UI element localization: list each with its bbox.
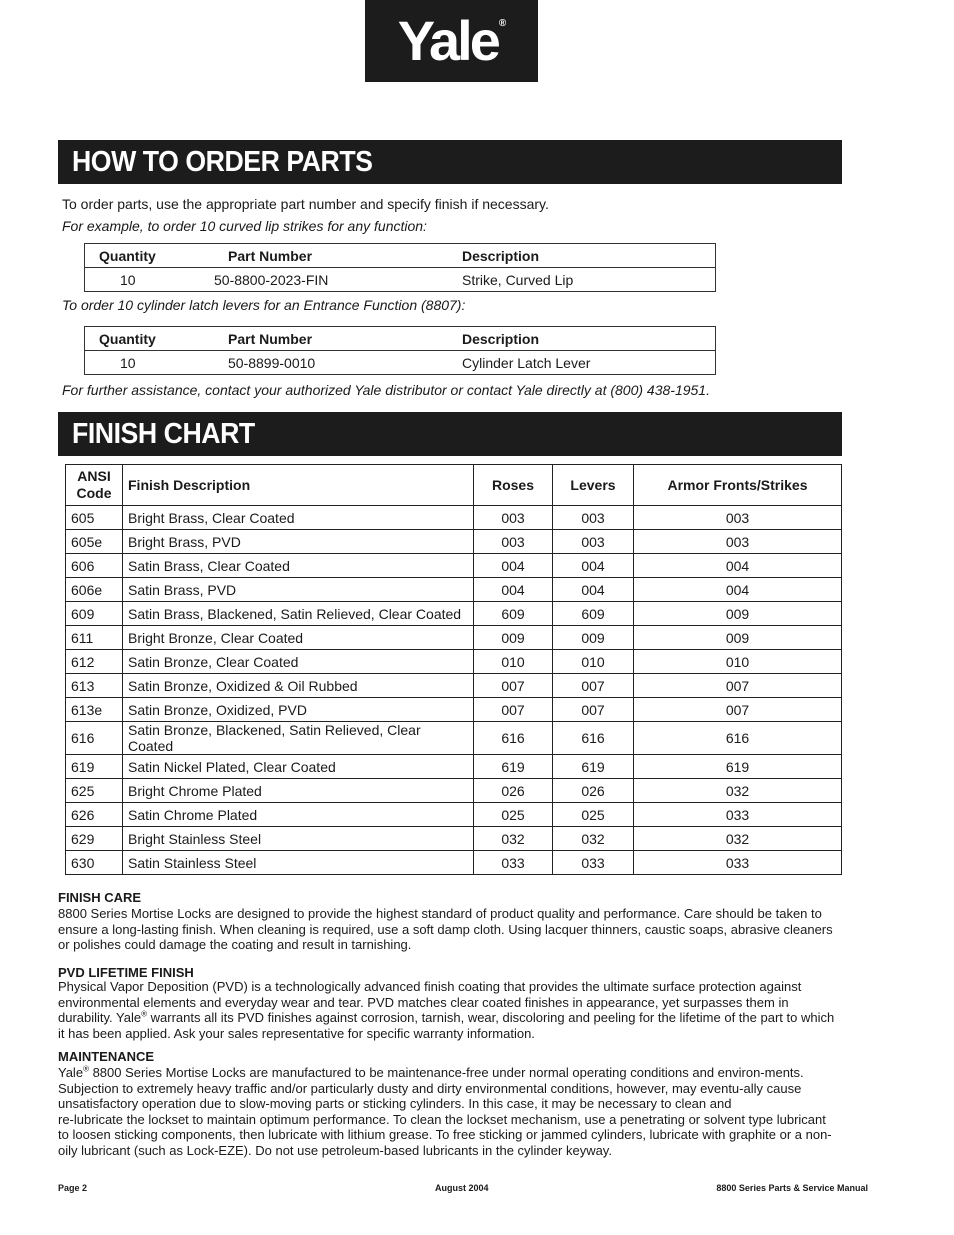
ansi-code-cell: 605e <box>66 530 123 554</box>
order-parts-banner <box>58 140 842 184</box>
roses-cell: 010 <box>474 650 553 674</box>
levers-cell: 032 <box>553 827 634 851</box>
finish-chart-title: FINISH CHART <box>72 417 255 450</box>
finish-description-cell: Bright Bronze, Clear Coated <box>123 626 474 650</box>
ansi-code-cell: 616 <box>66 722 123 755</box>
finish-description-cell: Satin Bronze, Blackened, Satin Relieved, Clear Coated <box>123 722 474 755</box>
ansi-code-cell: 611 <box>66 626 123 650</box>
part-cell: 50-8899-0010 <box>228 354 316 371</box>
armor-cell: 004 <box>634 554 842 578</box>
armor-header: Armor Fronts/Strikes <box>634 465 842 506</box>
ansi-code-cell: 626 <box>66 803 123 827</box>
finish-row <box>66 602 842 626</box>
ansi-code-cell: 605 <box>66 506 123 530</box>
order-example-2: To order 10 cylinder latch levers for an Entrance Function (8807): <box>62 297 466 313</box>
maintenance-heading: MAINTENANCE <box>58 1049 155 1064</box>
levers-cell: 003 <box>553 530 634 554</box>
levers-cell: 616 <box>553 722 634 755</box>
order-table-2 <box>84 326 716 375</box>
roses-cell: 007 <box>474 698 553 722</box>
ansi-code-cell: 612 <box>66 650 123 674</box>
roses-cell: 003 <box>474 506 553 530</box>
armor-cell: 032 <box>634 779 842 803</box>
finish-chart-banner <box>58 412 842 456</box>
desc-header: Description <box>462 327 716 351</box>
finish-chart-table <box>65 464 842 875</box>
desc-header: Description <box>462 244 716 268</box>
finish-care-text: 8800 Series Mortise Locks are designed to provide the highest standard of product quality and performance. Care should be taken to ensure a long-lasting finish. When cleaning is required, use a soft damp cloth. Using lacquer thinners, caustic soaps, abrasive cleaners or polishes could damage the coating and result in tarnishing. <box>58 906 833 952</box>
ansi-code-cell: 625 <box>66 779 123 803</box>
levers-cell: 007 <box>553 698 634 722</box>
finish-description-cell: Satin Bronze, Oxidized, PVD <box>123 698 474 722</box>
finish-description-cell: Bright Brass, Clear Coated <box>123 506 474 530</box>
finish-description-cell: Bright Stainless Steel <box>123 827 474 851</box>
finish-description-cell: Satin Stainless Steel <box>123 851 474 875</box>
levers-cell: 007 <box>553 674 634 698</box>
part-header: Part Number <box>214 244 462 268</box>
levers-cell: 609 <box>553 602 634 626</box>
finish-description-cell: Satin Chrome Plated <box>123 803 474 827</box>
armor-cell: 616 <box>634 722 842 755</box>
finish-row <box>66 722 842 755</box>
levers-cell: 003 <box>553 506 634 530</box>
roses-header: Roses <box>474 465 553 506</box>
maintenance-text: Yale® 8800 Series Mortise Locks are manufactured to be maintenance-free under normal operating conditions and environ-ments. Subjection to extremely heavy traffic and/or particularly dusty and dirty environmental conditions, however, may eventu-ally cause unsatisfactory operation due to slow-moving parts or sticking cylinders. In this case, it may be necessary to clean and re-lubricate the lockset to maintain optimum performance. To clean the lockset mechanism, use a penetrating or solvent type lubricant to loosen sticking components, then lubricate with lithium grease. To free sticking or jammed cylinders, lubricate with graphite or a non-oily lubricant (such as Lock-EZE). Do not use petroleum-based lubricants in the cylinder keyway. <box>58 1064 832 1158</box>
levers-cell: 009 <box>553 626 634 650</box>
part-header: Part Number <box>214 327 462 351</box>
roses-cell: 009 <box>474 626 553 650</box>
finish-row <box>66 779 842 803</box>
finish-description-cell: Satin Bronze, Oxidized & Oil Rubbed <box>123 674 474 698</box>
roses-cell: 033 <box>474 851 553 875</box>
finish-description-cell: Satin Brass, Clear Coated <box>123 554 474 578</box>
part-cell: 50-8800-2023-FIN <box>214 271 329 288</box>
finish-row <box>66 851 842 875</box>
armor-cell: 033 <box>634 851 842 875</box>
order-intro: To order parts, use the appropriate part number and specify finish if necessary. <box>62 196 549 212</box>
assistance-note: For further assistance, contact your authorized Yale distributor or contact Yale directly at (800) 438-1951. <box>62 382 710 398</box>
roses-cell: 004 <box>474 554 553 578</box>
ansi-code-cell: 629 <box>66 827 123 851</box>
armor-cell: 010 <box>634 650 842 674</box>
yale-logo <box>365 0 538 82</box>
desc-cell: Strike, Curved Lip <box>462 271 574 288</box>
armor-cell: 007 <box>634 674 842 698</box>
armor-cell: 009 <box>634 602 842 626</box>
finish-row <box>66 698 842 722</box>
ansi-code-cell: 630 <box>66 851 123 875</box>
ansi-code-cell: 613e <box>66 698 123 722</box>
pvd-text: Physical Vapor Deposition (PVD) is a technologically advanced finish coating that provides the ultimate surface protection against environmental elements and everyday wear and tear. PVD matches clear coated finishes in appearance, yet surpasses them in durability. Yale® warrants all its PVD finishes against corrosion, tarnish, wear, discoloring and peeling for the lifetime of the part to which it has been applied. Ask your sales representative for specific warranty information. <box>58 979 835 1041</box>
armor-cell: 003 <box>634 530 842 554</box>
ansi-code-cell: 619 <box>66 755 123 779</box>
roses-cell: 616 <box>474 722 553 755</box>
qty-header: Quantity <box>85 244 215 268</box>
finish-row <box>66 650 842 674</box>
finish-description-cell: Satin Brass, PVD <box>123 578 474 602</box>
armor-cell: 032 <box>634 827 842 851</box>
pvd-heading: PVD LIFETIME FINISH <box>58 965 194 980</box>
roses-cell: 619 <box>474 755 553 779</box>
finish-row <box>66 530 842 554</box>
levers-cell: 619 <box>553 755 634 779</box>
logo-registered-mark: ® <box>498 17 507 29</box>
qty-cell: 10 <box>120 271 136 288</box>
finish-row <box>66 755 842 779</box>
qty-cell: 10 <box>120 354 136 371</box>
roses-cell: 026 <box>474 779 553 803</box>
finish-description-cell: Bright Brass, PVD <box>123 530 474 554</box>
finish-row <box>66 506 842 530</box>
armor-cell: 033 <box>634 803 842 827</box>
finish-row <box>66 827 842 851</box>
levers-cell: 033 <box>553 851 634 875</box>
armor-cell: 009 <box>634 626 842 650</box>
roses-cell: 025 <box>474 803 553 827</box>
roses-cell: 004 <box>474 578 553 602</box>
finish-care-heading: FINISH CARE <box>58 890 142 905</box>
ansi-code-header: ANSI Code <box>66 465 123 506</box>
armor-cell: 007 <box>634 698 842 722</box>
ansi-code-cell: 606 <box>66 554 123 578</box>
finish-description-cell: Satin Nickel Plated, Clear Coated <box>123 755 474 779</box>
levers-header: Levers <box>553 465 634 506</box>
roses-cell: 032 <box>474 827 553 851</box>
desc-cell: Cylinder Latch Lever <box>462 354 591 371</box>
finish-row <box>66 554 842 578</box>
levers-cell: 025 <box>553 803 634 827</box>
order-parts-title: HOW TO ORDER PARTS <box>72 145 373 178</box>
ansi-code-cell: 609 <box>66 602 123 626</box>
footer-manual-title: 8800 Series Parts & Service Manual <box>716 1183 868 1193</box>
ansi-code-cell: 606e <box>66 578 123 602</box>
roses-cell: 007 <box>474 674 553 698</box>
finish-row <box>66 803 842 827</box>
levers-cell: 004 <box>553 578 634 602</box>
order-table-1 <box>84 243 716 292</box>
finish-description-header: Finish Description <box>123 465 474 506</box>
ansi-code-cell: 613 <box>66 674 123 698</box>
footer-date: August 2004 <box>435 1183 489 1193</box>
roses-cell: 003 <box>474 530 553 554</box>
armor-cell: 004 <box>634 578 842 602</box>
finish-row <box>66 578 842 602</box>
finish-description-cell: Bright Chrome Plated <box>123 779 474 803</box>
finish-row <box>66 626 842 650</box>
levers-cell: 026 <box>553 779 634 803</box>
footer-page: Page 2 <box>58 1183 88 1193</box>
logo-wordmark: Yale <box>397 9 498 72</box>
finish-row <box>66 674 842 698</box>
order-example-1: For example, to order 10 curved lip strikes for any function: <box>62 218 427 234</box>
qty-header: Quantity <box>85 327 215 351</box>
armor-cell: 003 <box>634 506 842 530</box>
levers-cell: 004 <box>553 554 634 578</box>
armor-cell: 619 <box>634 755 842 779</box>
roses-cell: 609 <box>474 602 553 626</box>
levers-cell: 010 <box>553 650 634 674</box>
finish-description-cell: Satin Brass, Blackened, Satin Relieved, Clear Coated <box>123 602 474 626</box>
finish-description-cell: Satin Bronze, Clear Coated <box>123 650 474 674</box>
